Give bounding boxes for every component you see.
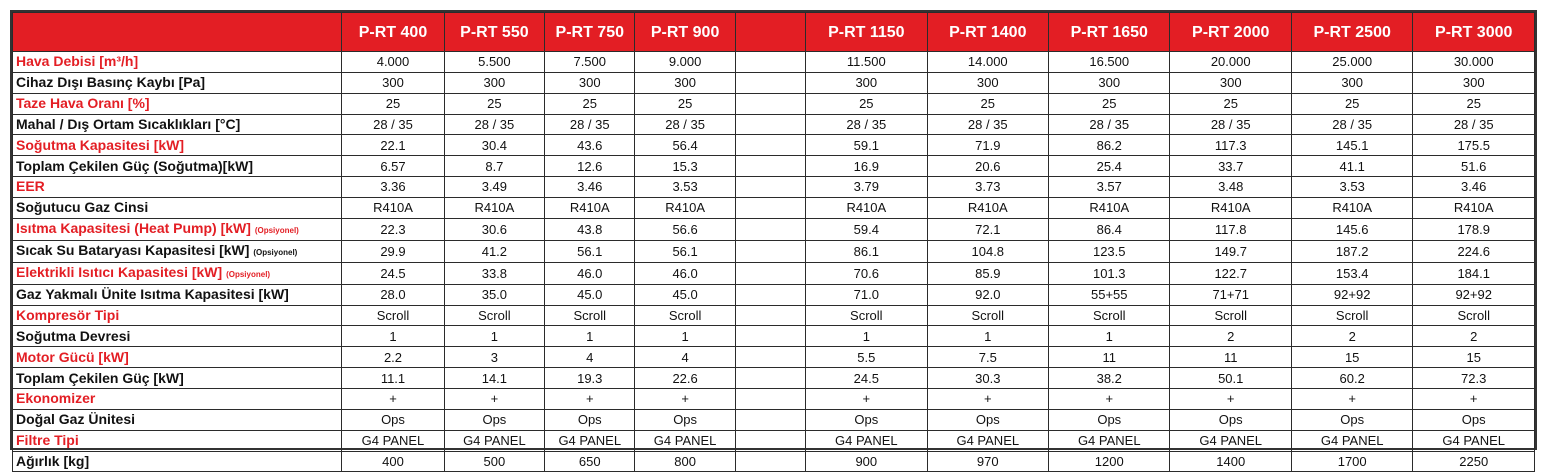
value-cell: 25 (635, 93, 735, 114)
table-row (13, 114, 1535, 135)
row-label-text: Soğutma Devresi (16, 327, 131, 344)
value-cell: 22.6 (635, 368, 735, 389)
column-gap (735, 409, 805, 430)
value-cell: R410A (927, 197, 1048, 218)
value-cell: G4 PANEL (806, 430, 927, 451)
value-cell: 650 (545, 451, 635, 472)
value-cell: 15 (1291, 347, 1412, 368)
value-cell: 15.3 (635, 156, 735, 177)
value-cell: 30.3 (927, 368, 1048, 389)
value-cell: Scroll (1413, 305, 1535, 326)
value-cell: 56.4 (635, 135, 735, 156)
value-cell: 30.4 (444, 135, 544, 156)
value-cell: 25 (1291, 93, 1412, 114)
row-label-text: Taze Hava Oranı [%] (16, 95, 150, 112)
column-gap (735, 240, 805, 262)
row-label-text: Toplam Çekilen Güç [kW] (16, 369, 184, 386)
value-cell: 35.0 (444, 284, 544, 305)
value-cell: Scroll (1170, 305, 1291, 326)
value-cell: 60.2 (1291, 368, 1412, 389)
row-label-text: Doğal Gaz Ünitesi (16, 411, 136, 428)
value-cell: 72.1 (927, 218, 1048, 240)
value-cell: 3.57 (1049, 177, 1170, 198)
value-cell: 300 (1291, 72, 1412, 93)
value-cell: 1700 (1291, 451, 1412, 472)
value-cell: G4 PANEL (545, 430, 635, 451)
row-label-text: Hava Debisi [m³/h] (16, 53, 139, 70)
row-label-text: Toplam Çekilen Güç (Soğutma)[kW] (16, 157, 253, 174)
value-cell: 122.7 (1170, 262, 1291, 284)
value-cell: 86.4 (1049, 218, 1170, 240)
value-cell: 4 (635, 347, 735, 368)
model-header: P-RT 3000 (1413, 13, 1535, 52)
row-label-text: Elektrikli Isıtıcı Kapasitesi [kW] (16, 263, 223, 280)
value-cell: 3.36 (342, 177, 444, 198)
row-label (13, 197, 342, 218)
value-cell: 56.1 (545, 240, 635, 262)
value-cell: 145.1 (1291, 135, 1412, 156)
row-label-text: Mahal / Dış Ortam Sıcaklıkları [°C] (16, 115, 241, 132)
value-cell: 2 (1170, 326, 1291, 347)
value-cell: 3.73 (927, 177, 1048, 198)
value-cell: 2250 (1413, 451, 1535, 472)
value-cell: + (1291, 388, 1412, 409)
value-cell: 25 (806, 93, 927, 114)
value-cell: 11 (1049, 347, 1170, 368)
table-row (13, 262, 1535, 284)
value-cell: R410A (806, 197, 927, 218)
value-cell: Scroll (927, 305, 1048, 326)
value-cell: G4 PANEL (342, 430, 444, 451)
value-cell: 43.6 (545, 135, 635, 156)
row-label-text: Ağırlık [kg] (16, 452, 90, 469)
value-cell: 33.7 (1170, 156, 1291, 177)
value-cell: 2 (1291, 326, 1412, 347)
value-cell: 25 (1170, 93, 1291, 114)
value-cell: 101.3 (1049, 262, 1170, 284)
value-cell: 117.3 (1170, 135, 1291, 156)
value-cell: 9.000 (635, 52, 735, 73)
value-cell: 123.5 (1049, 240, 1170, 262)
header-row (13, 13, 1535, 52)
row-label-text: Sıcak Su Bataryası Kapasitesi [kW] (16, 241, 250, 258)
value-cell: 30.6 (444, 218, 544, 240)
table-row (13, 218, 1535, 240)
value-cell: 1 (444, 326, 544, 347)
value-cell: 224.6 (1413, 240, 1535, 262)
model-header: P-RT 900 (635, 13, 735, 52)
value-cell: 3.46 (1413, 177, 1535, 198)
value-cell: + (1170, 388, 1291, 409)
row-label (13, 135, 342, 156)
value-cell: 86.1 (806, 240, 927, 262)
table-row (13, 93, 1535, 114)
value-cell: 5.5 (806, 347, 927, 368)
value-cell: Ops (1413, 409, 1535, 430)
value-cell: 178.9 (1413, 218, 1535, 240)
value-cell: R410A (1049, 197, 1170, 218)
row-label (13, 388, 342, 409)
column-gap (735, 388, 805, 409)
value-cell: 28 / 35 (444, 114, 544, 135)
value-cell: 59.1 (806, 135, 927, 156)
row-label (13, 218, 342, 240)
value-cell: 24.5 (342, 262, 444, 284)
value-cell: 4.000 (342, 52, 444, 73)
row-label (13, 114, 342, 135)
spec-table-frame (10, 10, 1537, 469)
value-cell: Ops (1049, 409, 1170, 430)
value-cell: 20.000 (1170, 52, 1291, 73)
value-cell: 149.7 (1170, 240, 1291, 262)
column-gap (735, 305, 805, 326)
value-cell: 25.000 (1291, 52, 1412, 73)
spec-table (12, 12, 1535, 472)
value-cell: 29.9 (342, 240, 444, 262)
value-cell: 25 (927, 93, 1048, 114)
column-gap (735, 451, 805, 472)
value-cell: 28 / 35 (342, 114, 444, 135)
value-cell: 25 (1413, 93, 1535, 114)
column-gap (735, 93, 805, 114)
table-row (13, 197, 1535, 218)
table-row (13, 368, 1535, 389)
value-cell: 1 (342, 326, 444, 347)
value-cell: Scroll (444, 305, 544, 326)
model-header: P-RT 550 (444, 13, 544, 52)
table-row (13, 347, 1535, 368)
value-cell: + (1049, 388, 1170, 409)
column-gap (735, 368, 805, 389)
value-cell: 175.5 (1413, 135, 1535, 156)
row-label (13, 368, 342, 389)
value-cell: 16.500 (1049, 52, 1170, 73)
column-gap (735, 218, 805, 240)
value-cell: Ops (342, 409, 444, 430)
row-label (13, 240, 342, 262)
value-cell: 46.0 (635, 262, 735, 284)
row-label (13, 93, 342, 114)
row-label-optional-note: (Opsiyonel) (254, 225, 299, 235)
column-gap (735, 347, 805, 368)
value-cell: 28 / 35 (1170, 114, 1291, 135)
value-cell: 500 (444, 451, 544, 472)
value-cell: 28 / 35 (1049, 114, 1170, 135)
model-header: P-RT 1400 (927, 13, 1048, 52)
value-cell: 20.6 (927, 156, 1048, 177)
table-row (13, 284, 1535, 305)
value-cell: 71.0 (806, 284, 927, 305)
value-cell: 92+92 (1413, 284, 1535, 305)
value-cell: 14.1 (444, 368, 544, 389)
column-gap (735, 262, 805, 284)
column-gap (735, 197, 805, 218)
value-cell: 71.9 (927, 135, 1048, 156)
value-cell: Ops (927, 409, 1048, 430)
value-cell: Ops (806, 409, 927, 430)
row-label (13, 52, 342, 73)
value-cell: 28 / 35 (635, 114, 735, 135)
value-cell: 25 (545, 93, 635, 114)
value-cell: 300 (1170, 72, 1291, 93)
value-cell: 300 (927, 72, 1048, 93)
value-cell: 3.48 (1170, 177, 1291, 198)
value-cell: Scroll (806, 305, 927, 326)
value-cell: 15 (1413, 347, 1535, 368)
table-row (13, 72, 1535, 93)
value-cell: 11 (1170, 347, 1291, 368)
column-gap (735, 430, 805, 451)
value-cell: 1 (806, 326, 927, 347)
value-cell: 45.0 (545, 284, 635, 305)
value-cell: 1 (545, 326, 635, 347)
value-cell: 25.4 (1049, 156, 1170, 177)
value-cell: 11.1 (342, 368, 444, 389)
column-gap (735, 114, 805, 135)
value-cell: 22.1 (342, 135, 444, 156)
value-cell: 72.3 (1413, 368, 1535, 389)
value-cell: 33.8 (444, 262, 544, 284)
value-cell: Scroll (1291, 305, 1412, 326)
row-label (13, 305, 342, 326)
row-label (13, 177, 342, 198)
table-row (13, 305, 1535, 326)
value-cell: 3.49 (444, 177, 544, 198)
column-gap (735, 156, 805, 177)
value-cell: Ops (1291, 409, 1412, 430)
model-header: P-RT 2000 (1170, 13, 1291, 52)
value-cell: 86.2 (1049, 135, 1170, 156)
value-cell: Scroll (1049, 305, 1170, 326)
value-cell: R410A (545, 197, 635, 218)
table-row (13, 240, 1535, 262)
value-cell: + (444, 388, 544, 409)
value-cell: G4 PANEL (927, 430, 1048, 451)
value-cell: 900 (806, 451, 927, 472)
table-row (13, 430, 1535, 451)
value-cell: 3.53 (1291, 177, 1412, 198)
row-label (13, 409, 342, 430)
value-cell: 184.1 (1413, 262, 1535, 284)
row-label-text: Ekonomizer (16, 390, 96, 407)
value-cell: 59.4 (806, 218, 927, 240)
row-label-text: Kompresör Tipi (16, 307, 120, 324)
table-row (13, 409, 1535, 430)
table-row (13, 388, 1535, 409)
row-label-text: Soğutma Kapasitesi [kW] (16, 136, 185, 153)
value-cell: + (545, 388, 635, 409)
value-cell: 8.7 (444, 156, 544, 177)
row-label-text: Motor Gücü [kW] (16, 348, 129, 365)
value-cell: 11.500 (806, 52, 927, 73)
column-gap (735, 326, 805, 347)
value-cell: 970 (927, 451, 1048, 472)
model-header: P-RT 750 (545, 13, 635, 52)
value-cell: 30.000 (1413, 52, 1535, 73)
value-cell: 25 (1049, 93, 1170, 114)
value-cell: 28 / 35 (806, 114, 927, 135)
value-cell: Scroll (635, 305, 735, 326)
value-cell: 14.000 (927, 52, 1048, 73)
value-cell: 92+92 (1291, 284, 1412, 305)
value-cell: 300 (635, 72, 735, 93)
value-cell: 2.2 (342, 347, 444, 368)
column-gap (735, 72, 805, 93)
value-cell: 56.6 (635, 218, 735, 240)
value-cell: 1400 (1170, 451, 1291, 472)
value-cell: 6.57 (342, 156, 444, 177)
value-cell: 19.3 (545, 368, 635, 389)
value-cell: 24.5 (806, 368, 927, 389)
value-cell: 28 / 35 (545, 114, 635, 135)
value-cell: 400 (342, 451, 444, 472)
value-cell: 300 (342, 72, 444, 93)
value-cell: G4 PANEL (635, 430, 735, 451)
table-row (13, 156, 1535, 177)
value-cell: Ops (1170, 409, 1291, 430)
value-cell: 28.0 (342, 284, 444, 305)
value-cell: 3.53 (635, 177, 735, 198)
value-cell: 46.0 (545, 262, 635, 284)
value-cell: 28 / 35 (1413, 114, 1535, 135)
value-cell: 25 (342, 93, 444, 114)
value-cell: 800 (635, 451, 735, 472)
value-cell: G4 PANEL (1291, 430, 1412, 451)
value-cell: 145.6 (1291, 218, 1412, 240)
value-cell: 28 / 35 (1291, 114, 1412, 135)
table-row (13, 52, 1535, 73)
value-cell: + (635, 388, 735, 409)
table-row (13, 451, 1535, 472)
value-cell: 300 (1049, 72, 1170, 93)
value-cell: 25 (444, 93, 544, 114)
column-gap (735, 135, 805, 156)
value-cell: 1 (635, 326, 735, 347)
value-cell: 85.9 (927, 262, 1048, 284)
value-cell: 51.6 (1413, 156, 1535, 177)
value-cell: + (806, 388, 927, 409)
value-cell: 38.2 (1049, 368, 1170, 389)
column-gap (735, 177, 805, 198)
header-corner (13, 13, 342, 52)
value-cell: 16.9 (806, 156, 927, 177)
value-cell: Scroll (545, 305, 635, 326)
model-header: P-RT 1650 (1049, 13, 1170, 52)
model-header: P-RT 1150 (806, 13, 927, 52)
row-label (13, 451, 342, 472)
row-label (13, 156, 342, 177)
row-label (13, 430, 342, 451)
value-cell: 55+55 (1049, 284, 1170, 305)
row-label-text: Cihaz Dışı Basınç Kaybı [Pa] (16, 74, 206, 91)
value-cell: 56.1 (635, 240, 735, 262)
model-header: P-RT 2500 (1291, 13, 1412, 52)
value-cell: 22.3 (342, 218, 444, 240)
value-cell: 300 (806, 72, 927, 93)
value-cell: Ops (635, 409, 735, 430)
value-cell: 3.46 (545, 177, 635, 198)
value-cell: G4 PANEL (1413, 430, 1535, 451)
value-cell: 3.79 (806, 177, 927, 198)
row-label (13, 347, 342, 368)
value-cell: R410A (1413, 197, 1535, 218)
value-cell: 50.1 (1170, 368, 1291, 389)
value-cell: Scroll (342, 305, 444, 326)
value-cell: R410A (444, 197, 544, 218)
value-cell: 1 (927, 326, 1048, 347)
row-label (13, 72, 342, 93)
value-cell: 4 (545, 347, 635, 368)
value-cell: 300 (545, 72, 635, 93)
value-cell: 3 (444, 347, 544, 368)
value-cell: 41.2 (444, 240, 544, 262)
value-cell: + (1413, 388, 1535, 409)
value-cell: 104.8 (927, 240, 1048, 262)
value-cell: R410A (1291, 197, 1412, 218)
table-body (13, 52, 1535, 472)
value-cell: 41.1 (1291, 156, 1412, 177)
value-cell: + (927, 388, 1048, 409)
value-cell: 71+71 (1170, 284, 1291, 305)
row-label-text: Isıtma Kapasitesi (Heat Pump) [kW] (16, 219, 251, 236)
value-cell: 187.2 (1291, 240, 1412, 262)
model-header: P-RT 400 (342, 13, 444, 52)
value-cell: R410A (635, 197, 735, 218)
row-label (13, 284, 342, 305)
column-gap (735, 284, 805, 305)
value-cell: Ops (545, 409, 635, 430)
row-label-text: Soğutucu Gaz Cinsi (16, 199, 149, 216)
value-cell: 300 (444, 72, 544, 93)
value-cell: R410A (1170, 197, 1291, 218)
value-cell: 1 (1049, 326, 1170, 347)
value-cell: 28 / 35 (927, 114, 1048, 135)
value-cell: 117.8 (1170, 218, 1291, 240)
row-label-optional-note: (Opsiyonel) (226, 269, 271, 279)
value-cell: Ops (444, 409, 544, 430)
value-cell: 5.500 (444, 52, 544, 73)
table-row (13, 177, 1535, 198)
header-gap (735, 13, 805, 52)
value-cell: 7.500 (545, 52, 635, 73)
column-gap (735, 52, 805, 73)
value-cell: G4 PANEL (444, 430, 544, 451)
value-cell: + (342, 388, 444, 409)
row-label (13, 326, 342, 347)
row-label-text: Filtre Tipi (16, 432, 79, 449)
value-cell: 12.6 (545, 156, 635, 177)
value-cell: 2 (1413, 326, 1535, 347)
value-cell: 92.0 (927, 284, 1048, 305)
value-cell: 70.6 (806, 262, 927, 284)
value-cell: 153.4 (1291, 262, 1412, 284)
value-cell: 300 (1413, 72, 1535, 93)
row-label (13, 262, 342, 284)
row-label-optional-note: (Opsiyonel) (253, 247, 298, 257)
table-row (13, 135, 1535, 156)
table-row (13, 326, 1535, 347)
value-cell: 7.5 (927, 347, 1048, 368)
row-label-text: Gaz Yakmalı Ünite Isıtma Kapasitesi [kW] (16, 286, 289, 303)
value-cell: R410A (342, 197, 444, 218)
value-cell: G4 PANEL (1049, 430, 1170, 451)
value-cell: 1200 (1049, 451, 1170, 472)
row-label-text: EER (16, 178, 45, 195)
value-cell: G4 PANEL (1170, 430, 1291, 451)
value-cell: 45.0 (635, 284, 735, 305)
value-cell: 43.8 (545, 218, 635, 240)
